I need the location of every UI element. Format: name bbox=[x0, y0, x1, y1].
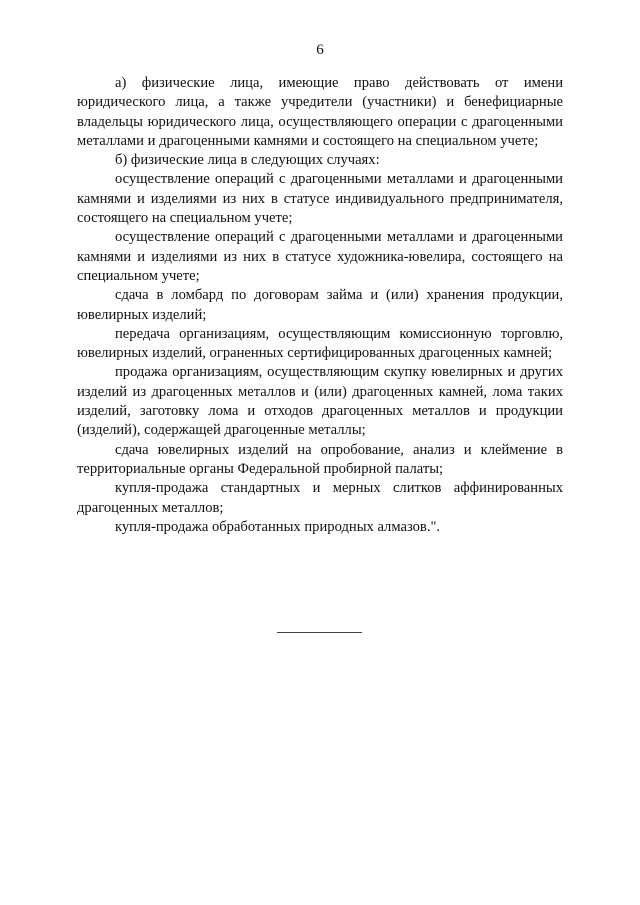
paragraph-legal-entities: а) физические лица, имеющие право действовать от имени юридического лица, а также учредители (участники) и бенефициарные владельцы юридического лица, осуществляющего операции с драгоценными металлами и драгоценными камнями и состоящего на специальном учете; bbox=[77, 75, 563, 149]
document-body bbox=[77, 74, 563, 537]
paragraph-pawnshop: сдача в ломбард по договорам займа и (или) хранения продукции, ювелирных изделий; bbox=[77, 287, 563, 323]
paragraph-individual-entrepreneur: осуществление операций с драгоценными металлами и драгоценными камнями и изделиями из них в статусе индивидуального предпринимателя, состоящего на специальном учете; bbox=[77, 171, 563, 227]
end-separator-line bbox=[277, 632, 362, 633]
paragraph-ingots: купля-продажа стандартных и мерных слитков аффинированных драгоценных металлов; bbox=[77, 480, 563, 516]
paragraph-sale-to-buyers: продажа организациям, осуществляющим скупку ювелирных и других изделий из драгоценных металлов и (или) драгоценных камней, лома таких изделий, заготовку лома и отходов драгоценных металлов и продукции (изделий), содержащей драгоценные металлы; bbox=[77, 364, 563, 439]
paragraph-diamonds: купля-продажа обработанных природных алмазов.". bbox=[115, 518, 441, 535]
paragraph-artist-jeweler: осуществление операций с драгоценными металлами и драгоценными камнями и изделиями из них в статусе художника-ювелира, состоящего на специальном учете; bbox=[77, 229, 563, 284]
paragraph-assay: сдача ювелирных изделий на опробование, анализ и клеймение в территориальные органы Федеральной пробирной палаты; bbox=[77, 441, 563, 477]
paragraph-individuals-heading: б) физические лица в следующих случаях: bbox=[115, 152, 380, 169]
page-number: 6 bbox=[316, 42, 324, 58]
paragraph-commission-trade: передача организациям, осуществляющим комиссионную торговлю, ювелирных изделий, ограненных сертифицированных драгоценных камней; bbox=[77, 325, 563, 362]
